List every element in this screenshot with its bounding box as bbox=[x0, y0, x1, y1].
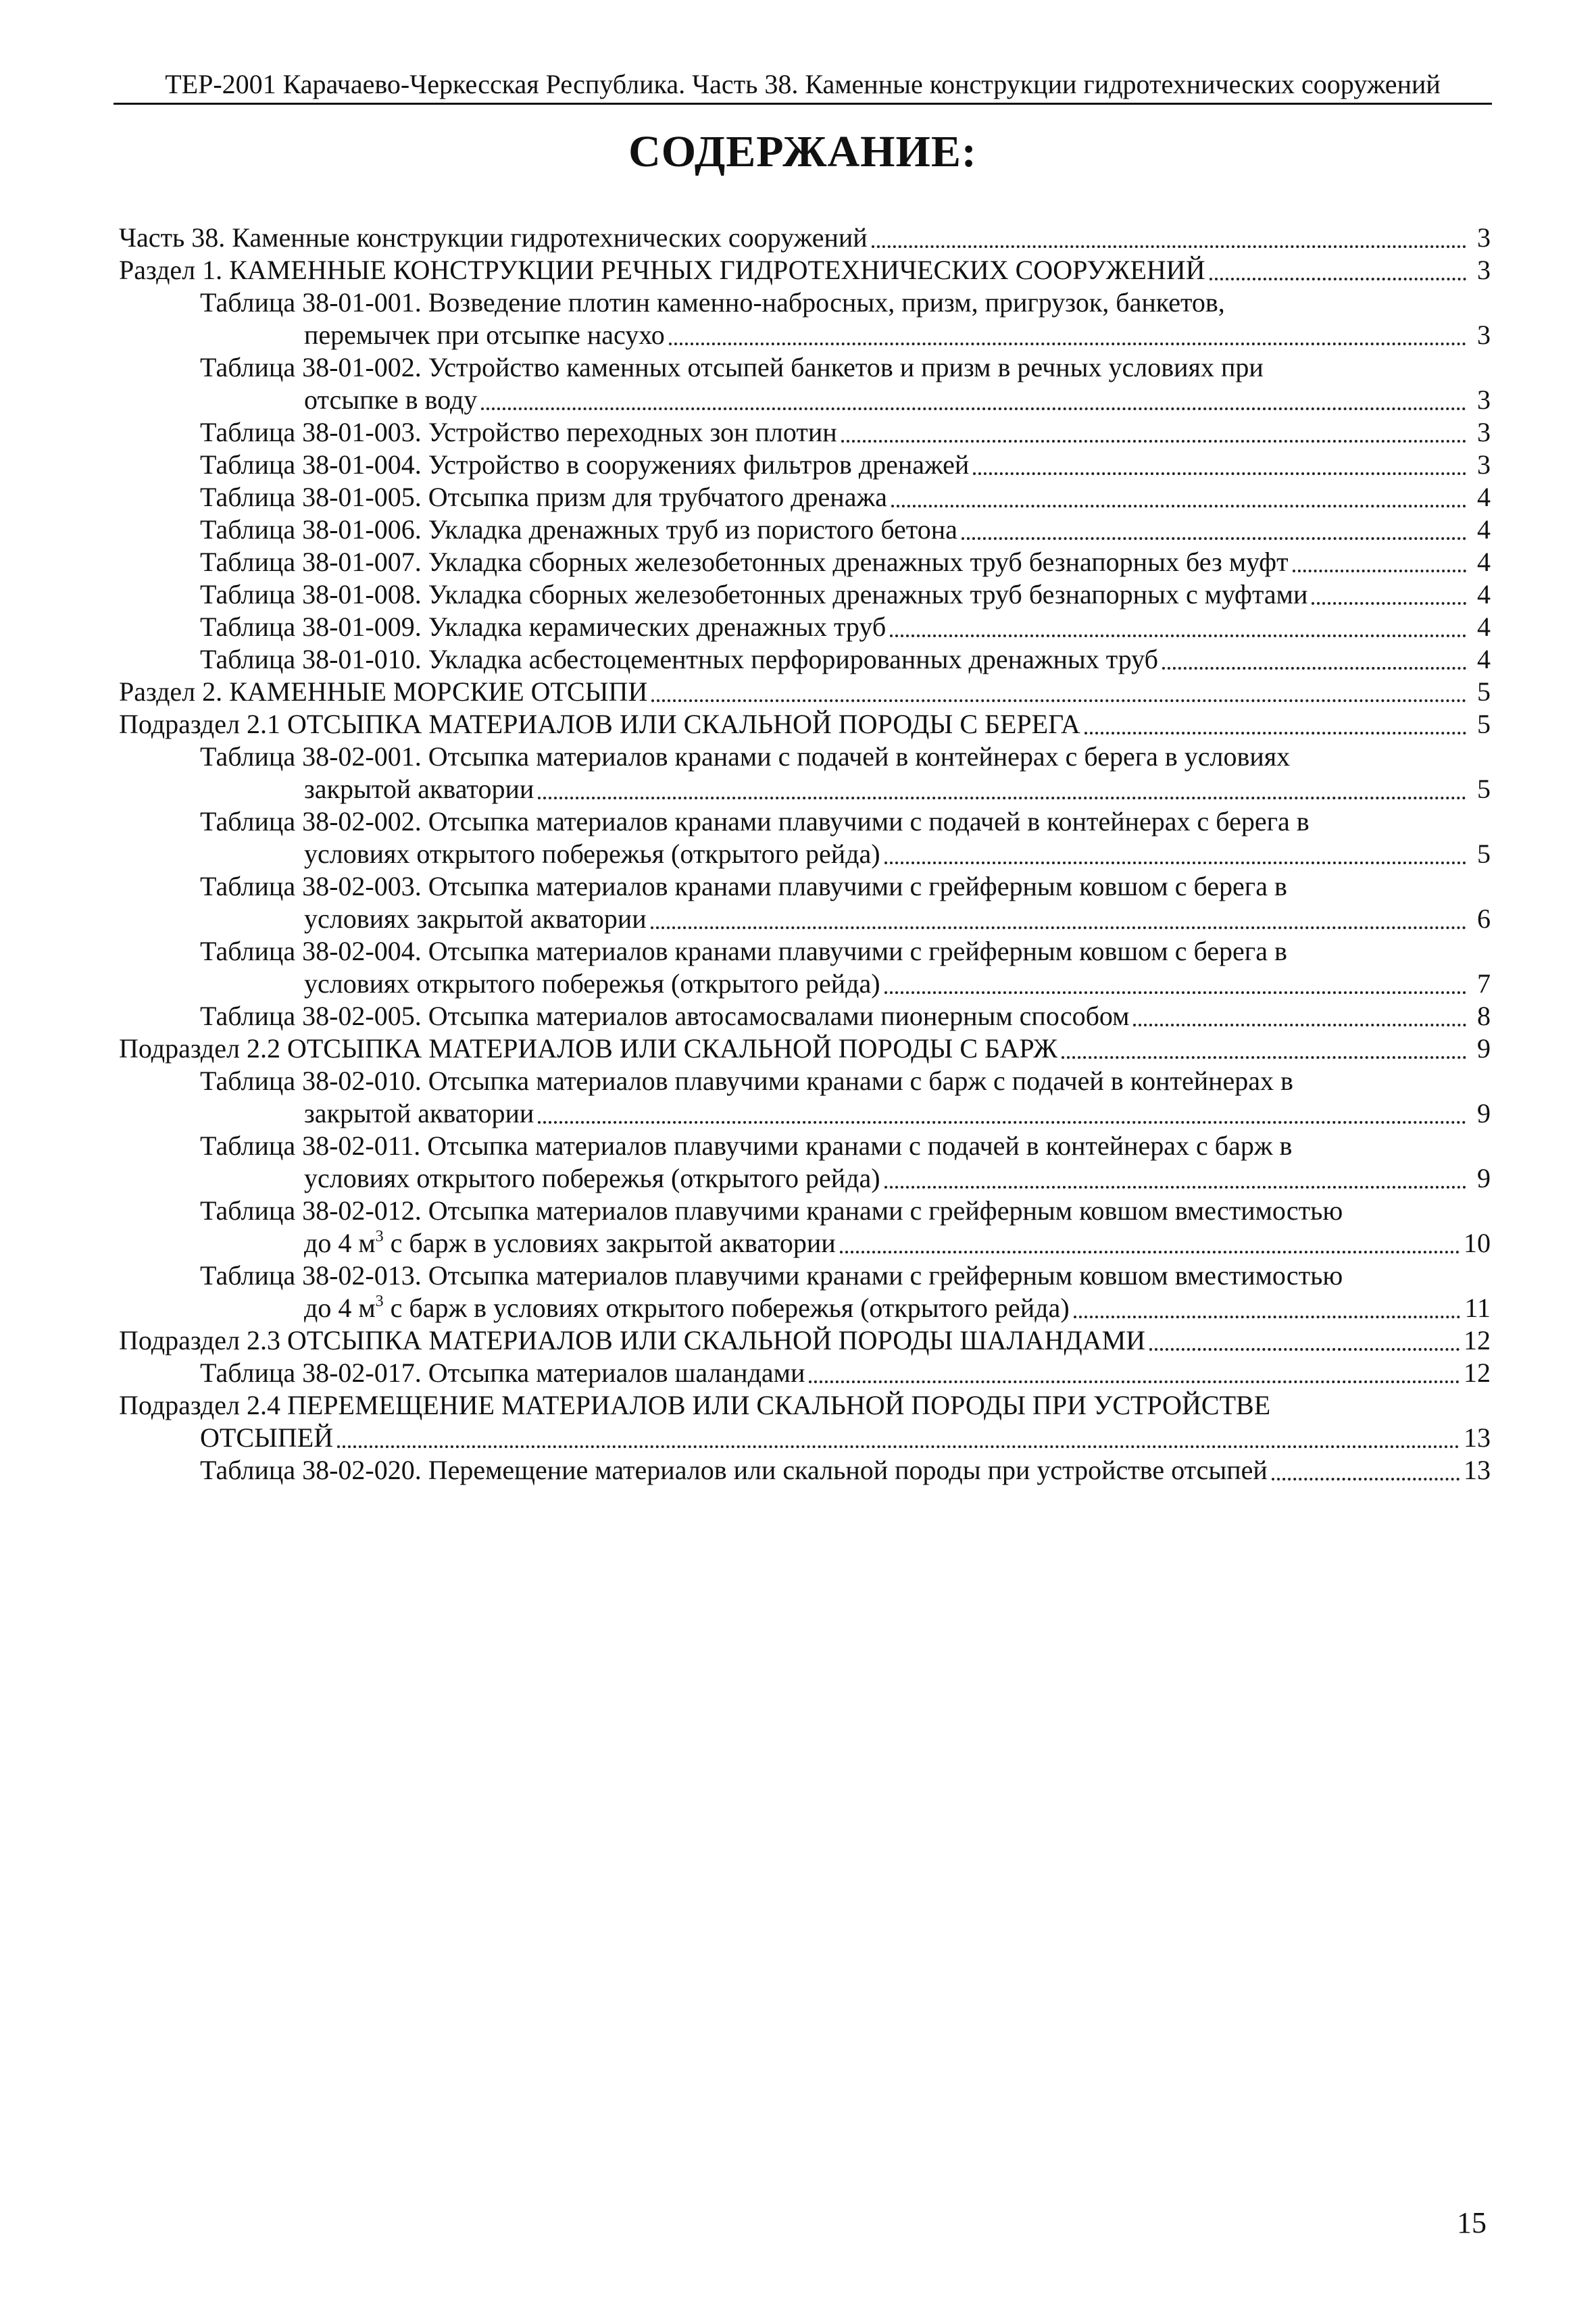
toc-page-number: 4 bbox=[1477, 579, 1491, 609]
toc-entry[interactable]: перемычек при отсыпке насухо 3 bbox=[304, 320, 1491, 350]
toc-entry[interactable]: Таблица 38-01-008. Укладка сборных железобетонных дренажных труб безнапорных с муфтами 4 bbox=[200, 579, 1491, 609]
toc-page-number: 5 bbox=[1477, 709, 1491, 739]
toc-page-number: 13 bbox=[1464, 1422, 1491, 1453]
toc-entry-line[interactable]: Таблица 38-01-002. Устройство каменных отсыпей банкетов и призм в речных условиях при bbox=[200, 352, 1264, 382]
toc-page-number: 4 bbox=[1477, 644, 1491, 674]
toc-entry[interactable]: Таблица 38-02-005. Отсыпка материалов автосамосвалами пионерным способом 8 bbox=[200, 1001, 1491, 1031]
toc-entry[interactable]: до 4 $м^3$ с барж в условиях открытого побережья (открытого рейда) 11 bbox=[304, 1293, 1491, 1323]
toc-page-number: 9 bbox=[1477, 1163, 1491, 1193]
toc-entry[interactable]: до 4 $м^3$ с барж в условиях закрытой акватории 10 bbox=[304, 1228, 1491, 1258]
toc-page-number: 6 bbox=[1477, 903, 1491, 934]
toc-page-number: 7 bbox=[1477, 968, 1491, 999]
toc-entry-line[interactable]: Таблица 38-02-013. Отсыпка материалов плавучими кранами с грейферным ковшом вместимостью bbox=[200, 1260, 1343, 1291]
toc-entry-line[interactable]: Таблица 38-02-002. Отсыпка материалов кранами плавучими с подачей в контейнерах с берега в bbox=[200, 806, 1310, 837]
toc-entry[interactable]: Таблица 38-01-010. Укладка асбестоцементных перфорированных дренажных труб 4 bbox=[200, 644, 1491, 674]
toc-page-number: 3 bbox=[1477, 222, 1491, 253]
toc-entry[interactable]: Раздел 1. КАМЕННЫЕ КОНСТРУКЦИИ РЕЧНЫХ ГИДРОТЕХНИЧЕСКИХ СООРУЖЕНИЙ 3 bbox=[119, 255, 1491, 285]
toc-entry-line[interactable]: Таблица 38-02-012. Отсыпка материалов плавучими кранами с грейферным ковшом вместимостью bbox=[200, 1195, 1343, 1226]
toc-entry[interactable]: Часть 38. Каменные конструкции гидротехнических сооружений 3 bbox=[119, 222, 1491, 253]
toc-page-number: 4 bbox=[1477, 612, 1491, 642]
toc-page-number: 10 bbox=[1464, 1228, 1491, 1258]
toc-entry-line[interactable]: Таблица 38-02-003. Отсыпка материалов кранами плавучими с грейферным ковшом с берега в bbox=[200, 871, 1287, 901]
toc-page-number: 4 bbox=[1477, 482, 1491, 512]
toc-entry-line[interactable]: Таблица 38-02-001. Отсыпка материалов кранами с подачей в контейнерах с берега в условиях bbox=[200, 741, 1291, 772]
toc-entry[interactable]: условиях открытого побережья (открытого рейда) 7 bbox=[304, 968, 1491, 999]
toc-entry[interactable]: Таблица 38-01-009. Укладка керамических дренажных труб 4 bbox=[200, 612, 1491, 642]
toc-entry[interactable]: закрытой акватории 9 bbox=[304, 1098, 1491, 1128]
toc-page-number: 4 bbox=[1477, 547, 1491, 577]
toc-entry[interactable]: Таблица 38-01-005. Отсыпка призм для трубчатого дренажа 4 bbox=[200, 482, 1491, 512]
toc-page-number: 3 bbox=[1477, 417, 1491, 447]
toc-page-number: 9 bbox=[1477, 1033, 1491, 1064]
toc-page-number: 12 bbox=[1464, 1325, 1491, 1355]
toc-page-number: 3 bbox=[1477, 384, 1491, 415]
toc-page-number: 8 bbox=[1477, 1001, 1491, 1031]
toc-page-number: 5 bbox=[1477, 839, 1491, 869]
toc-entry[interactable]: условиях закрытой акватории 6 bbox=[304, 903, 1491, 934]
page-number: 15 bbox=[1457, 2206, 1487, 2239]
toc-entry[interactable]: закрытой акватории 5 bbox=[304, 774, 1491, 804]
toc-entry[interactable]: Таблица 38-02-017. Отсыпка материалов шаландами 12 bbox=[200, 1358, 1491, 1388]
toc-entry[interactable]: Подраздел 2.3 ОТСЫПКА МАТЕРИАЛОВ ИЛИ СКАЛЬНОЙ ПОРОДЫ ШАЛАНДАМИ 12 bbox=[119, 1325, 1491, 1355]
toc-entry-line[interactable]: Подраздел 2.4 ПЕРЕМЕЩЕНИЕ МАТЕРИАЛОВ ИЛИ СКАЛЬНОЙ ПОРОДЫ ПРИ УСТРОЙСТВЕ bbox=[119, 1390, 1271, 1420]
toc-entry[interactable]: условиях открытого побережья (открытого рейда) 9 bbox=[304, 1163, 1491, 1193]
toc-page-number: 3 bbox=[1477, 320, 1491, 350]
toc-page-number: 5 bbox=[1477, 676, 1491, 707]
toc-entry[interactable]: Подраздел 2.2 ОТСЫПКА МАТЕРИАЛОВ ИЛИ СКАЛЬНОЙ ПОРОДЫ С БАРЖ 9 bbox=[119, 1033, 1491, 1064]
toc-entry[interactable]: отсыпке в воду 3 bbox=[304, 384, 1491, 415]
toc-page-number: 12 bbox=[1464, 1358, 1491, 1388]
toc-entry[interactable]: Таблица 38-01-007. Укладка сборных железобетонных дренажных труб безнапорных без муфт 4 bbox=[200, 547, 1491, 577]
toc-entry[interactable]: условиях открытого побережья (открытого рейда) 5 bbox=[304, 839, 1491, 869]
toc-entry-line[interactable]: Таблица 38-01-001. Возведение плотин каменно-набросных, призм, пригрузок, банкетов, bbox=[200, 287, 1225, 318]
toc-entry[interactable]: Таблица 38-01-004. Устройство в сооружениях фильтров дренажей 3 bbox=[200, 449, 1491, 480]
toc-page-number: 11 bbox=[1464, 1293, 1491, 1323]
running-header: ТЕР-2001 Карачаево-Черкесская Республика. Часть 38. Каменные конструкции гидротехнических сооружений bbox=[114, 68, 1492, 105]
toc-entry-line[interactable]: Таблица 38-02-011. Отсыпка материалов плавучими кранами с подачей в контейнерах с барж в bbox=[200, 1130, 1293, 1161]
toc-page-number: 9 bbox=[1477, 1098, 1491, 1128]
toc-page-number: 3 bbox=[1477, 449, 1491, 480]
page-title: СОДЕРЖАНИЕ: bbox=[628, 127, 977, 176]
toc-entry[interactable]: Таблица 38-01-006. Укладка дренажных труб из пористого бетона 4 bbox=[200, 514, 1491, 545]
toc-entry[interactable]: Таблица 38-01-003. Устройство переходных зон плотин 3 bbox=[200, 417, 1491, 447]
toc-entry[interactable]: Таблица 38-02-020. Перемещение материалов или скальной породы при устройстве отсыпей 13 bbox=[200, 1455, 1491, 1485]
toc-entry-line[interactable]: Таблица 38-02-004. Отсыпка материалов кранами плавучими с грейферным ковшом с берега в bbox=[200, 936, 1287, 966]
toc-page-number: 13 bbox=[1464, 1455, 1491, 1485]
toc-page-number: 4 bbox=[1477, 514, 1491, 545]
toc-page-number: 5 bbox=[1477, 774, 1491, 804]
toc-entry[interactable]: ОТСЫПЕЙ 13 bbox=[200, 1422, 1491, 1453]
toc-page-number: 3 bbox=[1477, 255, 1491, 285]
toc-entry-line[interactable]: Таблица 38-02-010. Отсыпка материалов плавучими кранами с барж с подачей в контейнерах в bbox=[200, 1066, 1293, 1096]
toc-entry[interactable]: Подраздел 2.1 ОТСЫПКА МАТЕРИАЛОВ ИЛИ СКАЛЬНОЙ ПОРОДЫ С БЕРЕГА 5 bbox=[119, 709, 1491, 739]
toc-entry[interactable]: Раздел 2. КАМЕННЫЕ МОРСКИЕ ОТСЫПИ 5 bbox=[119, 676, 1491, 707]
